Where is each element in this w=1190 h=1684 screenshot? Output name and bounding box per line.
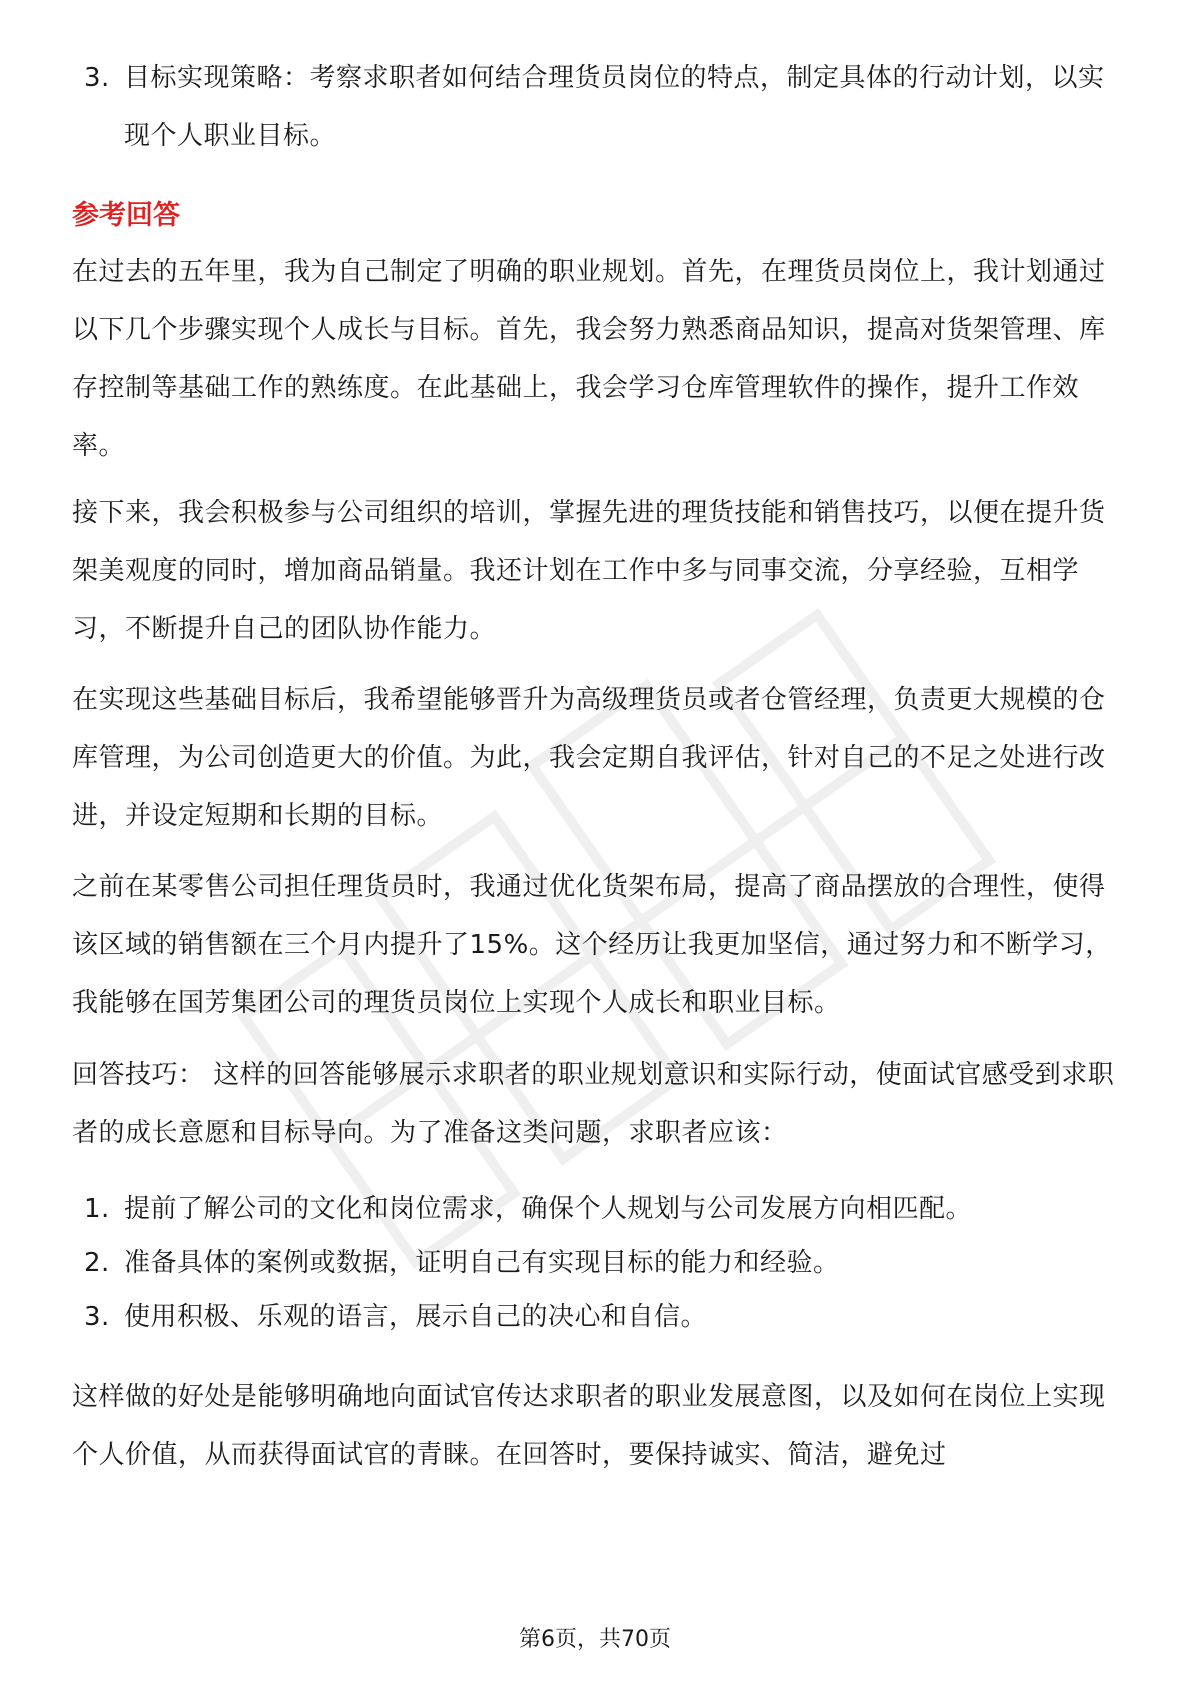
list-number: 1. (84, 1194, 110, 1224)
answer-paragraph-3: 在实现这些基础目标后，我希望能够晋升为高级理货员或者仓管经理，负责更大规模的仓库管理，为公司创造更大的价值。为此，我会定期自我评估，针对自己的不足之处进行改进，并设定短期和长期的目标。 (72, 685, 1106, 831)
list-number: 3. (84, 63, 110, 93)
list-item-text: 准备具体的案例或数据，证明自己有实现目标的能力和经验。 (124, 1248, 840, 1278)
answer-paragraph-4: 之前在某零售公司担任理货员时，我通过优化货架布局，提高了商品摆放的合理性，使得该区域的销售额在三个月内提升了15%。这个经历让我更加坚信，通过努力和不断学习，我能够在国芳集团公司的理货员岗位上实现个人成长和职业目标。 (72, 872, 1112, 1018)
page-footer: 第6页，共70页 (519, 1627, 671, 1652)
list-number: 3. (84, 1302, 110, 1332)
list-item-text: 提前了解公司的文化和岗位需求，确保个人规划与公司发展方向相匹配。 (124, 1194, 973, 1224)
tip-item-3 (72, 1288, 1122, 1346)
tip-item-1 (72, 1180, 1122, 1238)
tips-intro-paragraph: 回答技巧： 这样的回答能够展示求职者的职业规划意识和实际行动，使面试官感受到求职者的成长意愿和目标导向。为了准备这类问题，求职者应该： (72, 1060, 1115, 1148)
closing-paragraph: 这样做的好处是能够明确地向面试官传达求职者的职业发展意图，以及如何在岗位上实现个人价值，从而获得面试官的青睐。在回答时，要保持诚实、简洁，避免过 (72, 1382, 1106, 1470)
answer-paragraph-2: 接下来，我会积极参与公司组织的培训，掌握先进的理货技能和销售技巧，以便在提升货架美观度的同时，增加商品销量。我还计划在工作中多与同事交流，分享经验，互相学习，不断提升自己的团队协作能力。 (72, 498, 1106, 644)
list-item-text: 目标实现策略：考察求职者如何结合理货员岗位的特点，制定具体的行动计划，以实现个人职业目标。 (124, 63, 1105, 151)
question-item-3 (72, 49, 1122, 165)
list-number: 2. (84, 1248, 110, 1278)
tip-item-2 (72, 1234, 1122, 1292)
answer-paragraph-1: 在过去的五年里，我为自己制定了明确的职业规划。首先，在理货员岗位上，我计划通过以下几个步骤实现个人成长与目标。首先，我会努力熟悉商品知识，提高对货架管理、库存控制等基础工作的熟练度。在此基础上，我会学习仓库管理软件的操作，提升工作效率。 (72, 257, 1106, 461)
section-title: 参考回答 (72, 200, 180, 231)
list-item-text: 使用积极、乐观的语言，展示自己的决心和自信。 (124, 1302, 708, 1332)
